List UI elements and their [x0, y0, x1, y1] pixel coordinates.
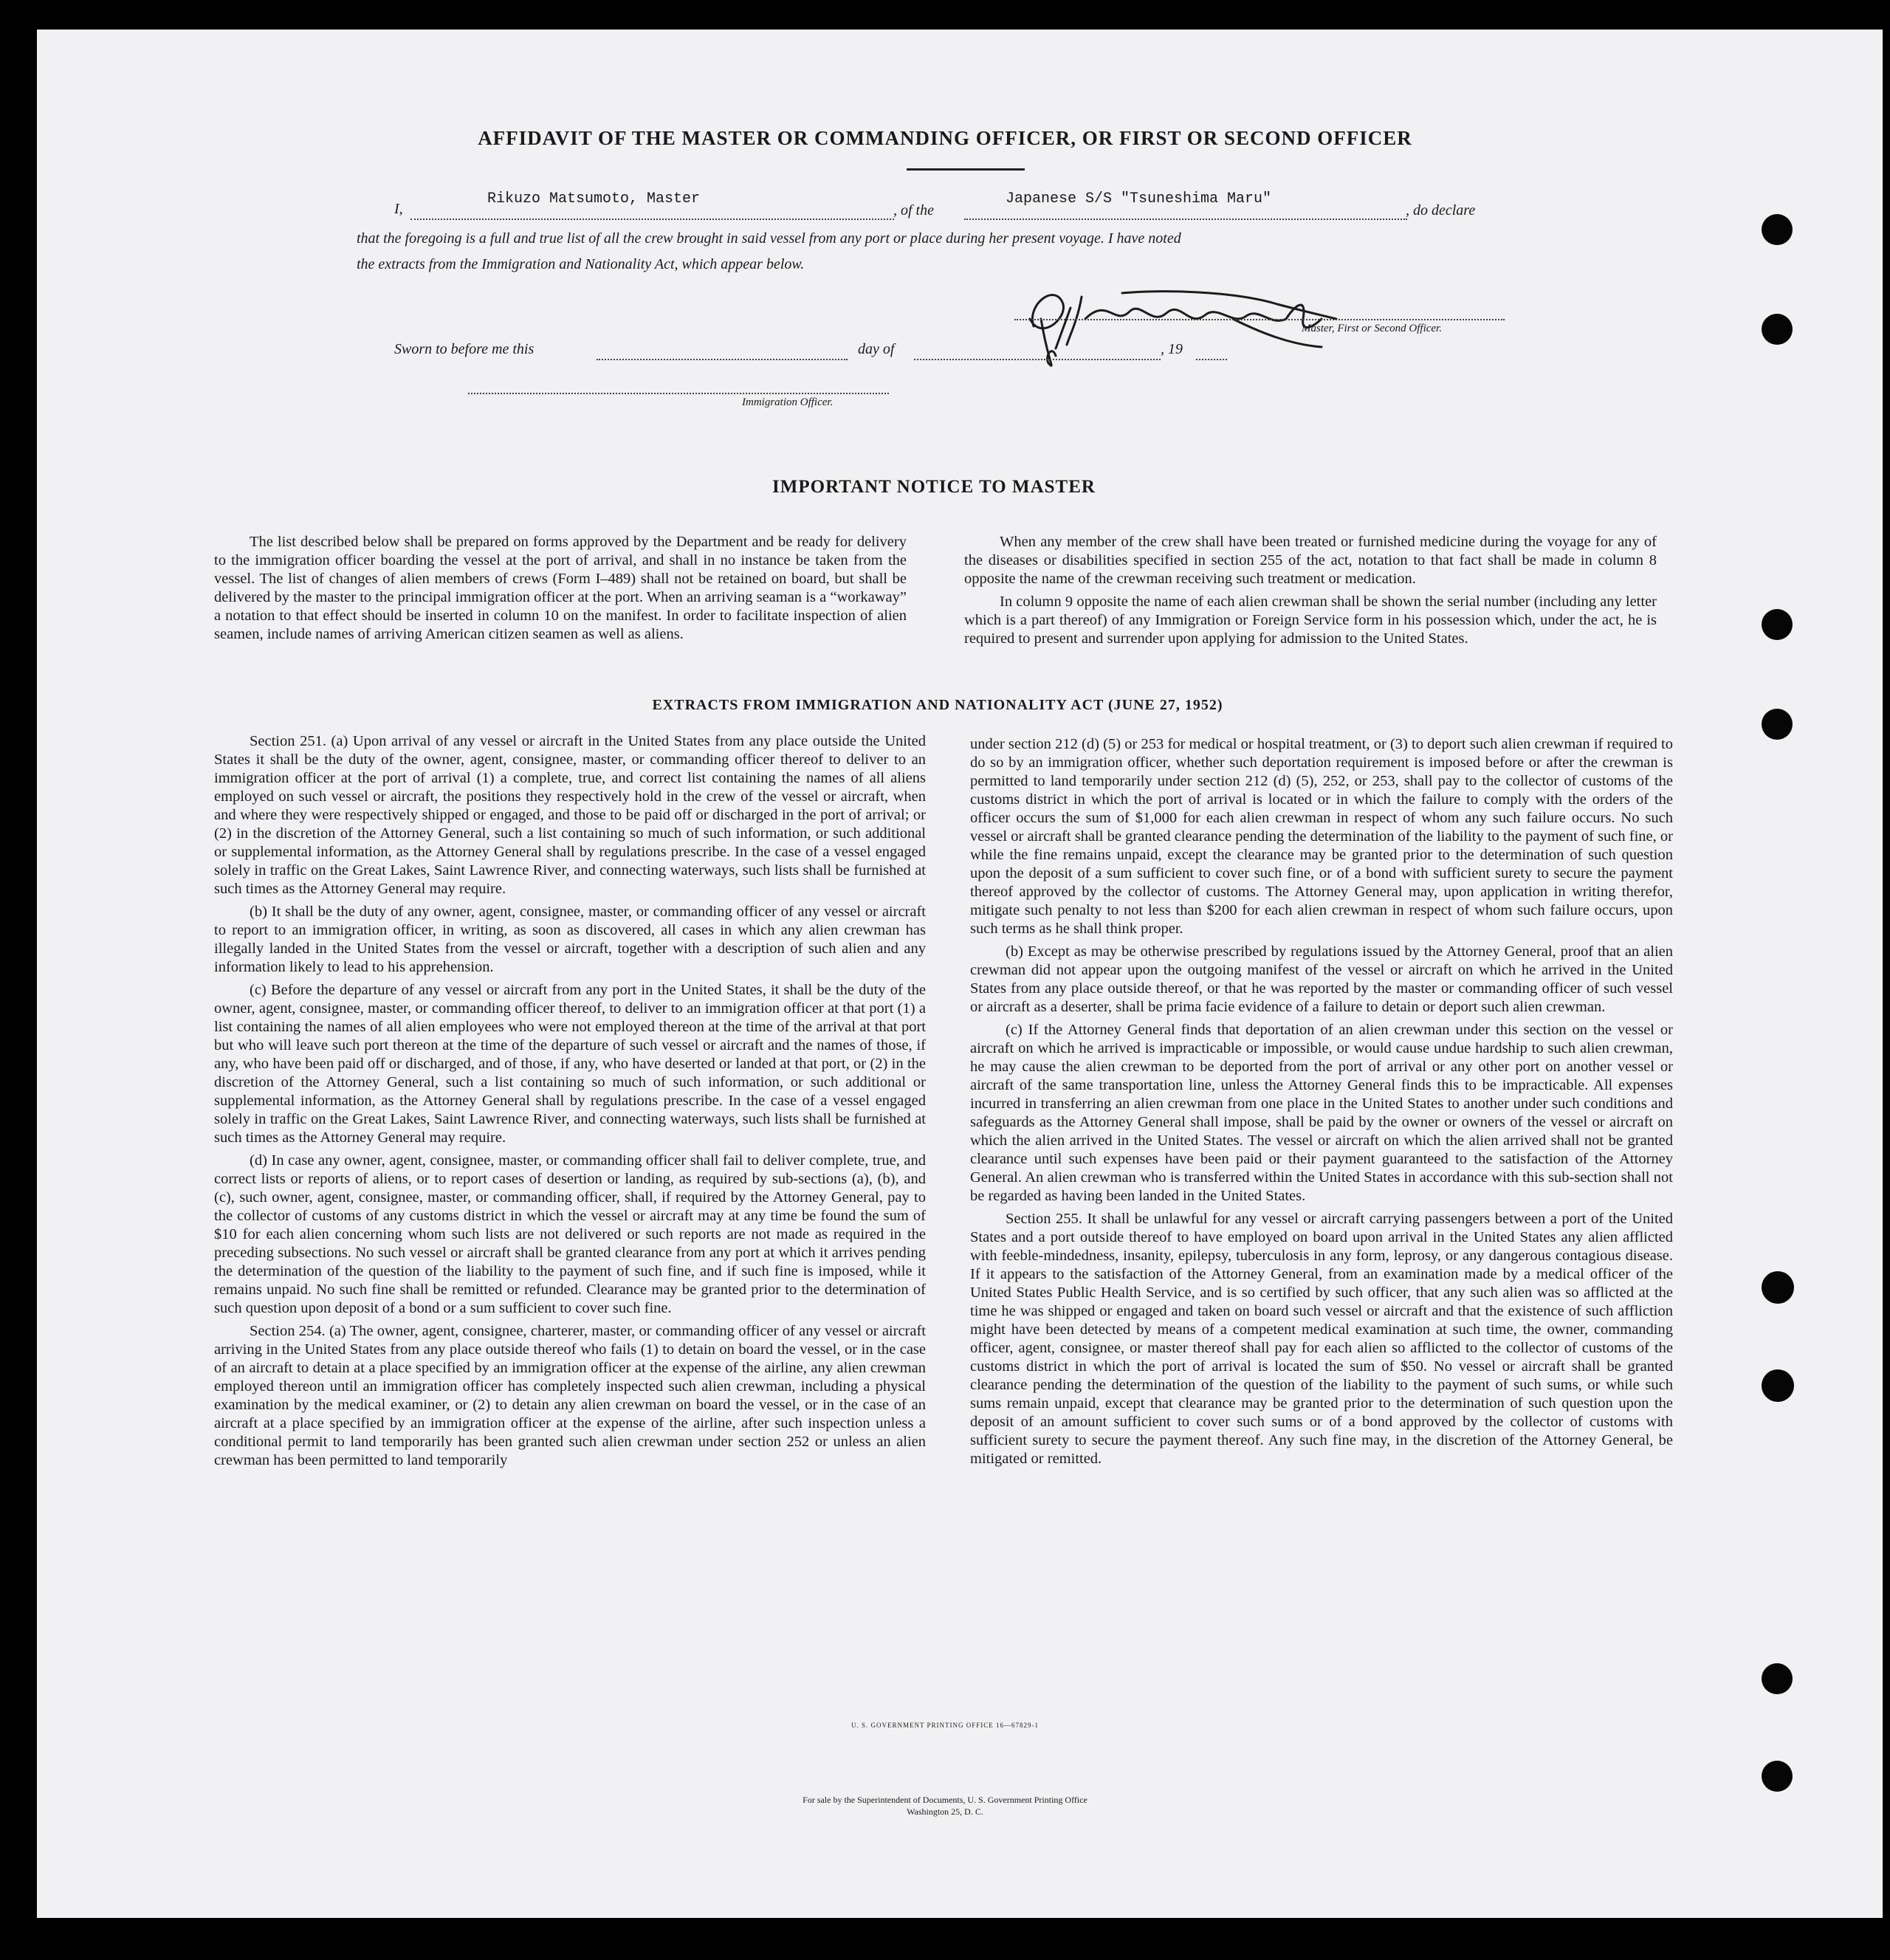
- section-254-a: Section 254. (a) The owner, agent, consignee, charterer, master, or commanding officer of any vessel or aircraft arriving in the United States from any place outside thereof who fails (1) to detain on board the vessel, or in the case of an aircraft to detain at a place specified by an immigration officer at the expense of the airline, any alien crewman employed thereon until an immigration officer has completely inspected such alien crewman, including a physical examination by the medical examiner, or (2) to detain any alien crewman on board the vessel, or in the case of an aircraft at a place specified by an immigration officer at the expense of the airline, after such inspection unless a conditional permit to land temporarily has been granted such alien crewman under section 252 or unless an alien crewman has been permitted to land temporarily: [214, 1323, 926, 1468]
- section-254-b: (b) Except as may be otherwise prescribed by regulations issued by the Attorney General, proof that an alien crewman did not appear upon the outgoing manifest of the vessel or aircraft on which he arrived in the United States from any place outside thereof, or that he was reported by the master or commanding officer of such vessel or aircraft as a deserter, shall be prima facie evidence of a failure to detain or deport such alien crewman.: [970, 943, 1673, 1015]
- of-the-label: , of the: [893, 202, 934, 219]
- name-value: Rikuzo Matsumoto, Master: [487, 190, 701, 207]
- i-label: I,: [394, 201, 403, 217]
- section-254-a-continued: under section 212 (d) (5) or 253 for medical or hospital treatment, or (3) to deport such alien crewman if required to do so by an immigration officer, whether such deportation requirement is imposed before or after the crewman is permitted to land temporarily under section 212 (d) (5), 252, or 253, shall pay to the collector of customs of the customs district in which the port of arrival is located or in which the failure to comply with the orders of the officer occurs the sum of $1,000 for each alien crewman in respect of whom any such failure occurs. No such vessel or aircraft shall be granted clearance pending the determination of the liability to the payment of such fine, or while the fine remains unpaid, except the clearance may be granted prior to the determination of such question upon the deposit of a sum sufficient to cover such fine, or of a bond with sufficient surety to secure the payment thereof approved by the collector of customs. The Attorney General may, upon application in writing therefor, mitigate such penalty to not less than $200 for each alien crewman in respect of whom such failure occurs, upon such terms as he shall think proper.: [970, 736, 1673, 937]
- punch-hole: [1762, 214, 1793, 245]
- immigration-officer-line: [468, 393, 889, 394]
- notice-left-column: [214, 533, 907, 644]
- signature-line: [1014, 319, 1505, 320]
- affidavit-title: AFFIDAVIT OF THE MASTER OR COMMANDING OFFICER, OR FIRST OR SECOND OFFICER: [478, 127, 1412, 149]
- do-declare-label: , do declare: [1406, 202, 1476, 219]
- declaration-statement-line1: that the foregoing is a full and true list of all the crew brought in said vessel from any port or place during her present voyage. I have noted: [357, 230, 1181, 247]
- punch-hole: [1762, 609, 1793, 640]
- notice-right-paragraph-1: When any member of the crew shall have been treated or furnished medicine during the voyage for any of the diseases or disabilities specified in section 255 of the act, notation to that fact shall be made in column 8 opposite the name of the crewman receiving such treatment or medication.: [964, 534, 1657, 587]
- section-251-c: (c) Before the departure of any vessel or aircraft from any port in the United States, it shall be the duty of the owner, agent, consignee, master, or commanding officer thereof, to deliver to an immigration officer at that port (1) a list containing the names of all alien employees who were not employed thereon at the time of the arrival at that port but who will leave such port thereon at the time of the departure of such vessel or aircraft and the names of those, if any, who have been paid off or discharged, and of those, if any, who have deserted or landed at that port, or (2) in the discretion of the Attorney General, such a list containing so much of such information, or such additional or supplemental information, as the Attorney General shall by regulations prescribe. In the case of a vessel engaged solely in traffic on the Great Lakes, Saint Lawrence River, and connecting waterways, such lists shall be furnished at such times as the Attorney General may require.: [214, 982, 926, 1146]
- sworn-label: Sworn to before me this: [394, 341, 535, 357]
- extracts-title: EXTRACTS FROM IMMIGRATION AND NATIONALITY ACT (JUNE 27, 1952): [652, 697, 1223, 713]
- section-251-a: Section 251. (a) Upon arrival of any vessel or aircraft in the United States from any place outside the United States it shall be the duty of the owner, agent, consignee, master, or commanding officer thereof to deliver to an immigration officer at the port of arrival (1) a complete, true, and correct list containing the names of all aliens employed on such vessel or aircraft, the positions they respectively hold in the crew of the vessel or aircraft, when and where they were respectively shipped or engaged, and those to be paid off or discharged in the port of arrival; or (2) in the discretion of the Attorney General, such a list containing so much of such information, or such additional or supplemental information, as the Attorney General shall by regulations prescribe. In the case of a vessel engaged solely in traffic on the Great Lakes, Saint Lawrence River, and connecting waterways, such lists shall be furnished at such times as the Attorney General may require.: [214, 733, 926, 897]
- section-255: Section 255. It shall be unlawful for any vessel or aircraft carrying passengers between a port of the United States and a port outside thereof to have employed on board upon arrival in the United States any alien afflicted with feeble-mindedness, insanity, epilepsy, tuberculosis in any form, leprosy, or any dangerous contagious disease. If it appears to the satisfaction of the Attorney General, from an examination made by a medical officer of the United States Public Health Service, and is so certified by such officer, that any such alien was so afflicted at the time he was shipped or engaged and taken on board such vessel or aircraft and that the existence of such affliction might have been detected by means of a competent medical examination at such time, the owner, commanding officer, agent, consignee, or master thereof shall pay for each alien so afflicted to the collector of customs of the customs district in which the port of arrival is located the sum of $50. No vessel or aircraft shall be granted clearance pending the determination of the question of the liability to the payment of such sums, or while such sums remain unpaid, except that clearance may be granted prior to the determination of such question upon the deposit of an amount sufficient to cover such sums or of a bond approved by the collector of customs with sufficient surety to secure the payment thereof. Any such fine may, in the discretion of the Attorney General, be mitigated or remitted.: [970, 1211, 1673, 1467]
- notice-right-paragraph-2: In column 9 opposite the name of each alien crewman shall be shown the serial number (including any letter which is a part thereof) of any Immigration or Foreign Service form in his possession which, under the act, he is required to present and surrender upon applying for admission to the United States.: [964, 594, 1657, 647]
- section-254-c: (c) If the Attorney General finds that deportation of an alien crewman under this section on the vessel or aircraft on which he arrived is impracticable or impossible, or would cause undue hardship to such alien crewman, he may cause the alien crewman to be deported from the port of arrival or any other port on another vessel or aircraft of the same transportation line, unless the Attorney General finds this to be impracticable. All expenses incurred in transferring an alien crewman from one place in the United States to another under such conditions and safeguards as the Attorney General shall impose, shall be paid by the owner or owners of the vessel or aircraft on which the alien arrived in the United States. The vessel or aircraft on which the alien arrived shall not be granted clearance until such expenses have been paid or their payment guaranteed to the satisfaction of the Attorney General. An alien crewman who is transferred within the United States in accordance with this sub-section shall not be regarded as having been landed in the United States.: [970, 1022, 1673, 1204]
- sale-notice: [0, 1794, 1890, 1818]
- vessel-field-line: [964, 219, 1407, 220]
- sworn-year-line: [1196, 359, 1227, 360]
- punch-hole: [1762, 1761, 1793, 1792]
- punch-hole: [1762, 1369, 1794, 1402]
- punch-hole: [1762, 314, 1793, 345]
- day-of-label: day of: [858, 341, 895, 357]
- signature-caption: Master, First or Second Officer.: [1302, 323, 1442, 334]
- sworn-day-line: [597, 359, 848, 360]
- punch-hole: [1762, 1271, 1794, 1304]
- sale-line-2: Washington 25, D. C.: [907, 1806, 983, 1817]
- notice-left-paragraph: The list described below shall be prepared on forms approved by the Department and be ready for delivery to the immigration officer boarding the vessel at the port of arrival, and shall in no instance be taken from the vessel. The list of changes of alien members of crews (Form I–489) shall not be retained on board, but shall be delivered by the master to the principal immigration officer at the port. When an arriving seaman is a “workaway” a notation to that effect should be inserted in column 10 on the manifest. In order to facilitate inspection of alien seamen, include names of arriving American citizen seamen as well as aliens.: [214, 534, 907, 642]
- sale-line-1: For sale by the Superintendent of Documents, U. S. Government Printing Office: [803, 1795, 1087, 1805]
- declaration-statement-line2: the extracts from the Immigration and Nationality Act, which appear below.: [357, 256, 805, 272]
- vessel-value: Japanese S/S "Tsuneshima Maru": [1006, 190, 1272, 207]
- extracts-right-column: [970, 735, 1673, 1468]
- year-label: , 19: [1161, 341, 1183, 357]
- name-field-line: [410, 219, 894, 220]
- notice-title: IMPORTANT NOTICE TO MASTER: [772, 477, 1096, 497]
- title-rule: [907, 168, 1025, 171]
- section-251-d: (d) In case any owner, agent, consignee, master, or commanding officer shall fail to deliver complete, true, and correct lists or reports of aliens, or to report cases of desertion or landing, as required by sub-sections (a), (b), and (c), such owner, agent, consignee, master, or commanding officer, shall, if required by the Attorney General, pay to the collector of customs of any customs district in which the vessel or aircraft may at any time be found the sum of $10 for each alien concerning whom such lists are not delivered or such reports are not made as required in the preceding subsections. No such vessel or aircraft shall be granted clearance from any port at which it arrives pending the determination of the question of the liability to the payment of such fine, and if such fine is imposed, while it remains unpaid. No such fine shall be remitted or refunded. Clearance may be granted prior to the determination of such question upon deposit of a bond or a sum sufficient to cover such fine.: [214, 1152, 926, 1316]
- section-251-b: (b) It shall be the duty of any owner, agent, consignee, master, or commanding officer of any vessel or aircraft to report to an immigration officer, in writing, as soon as discovered, all cases in which any alien crewman has illegally landed in the United States from the vessel or aircraft, together with a description of such alien and any information likely to lead to his apprehension.: [214, 904, 926, 975]
- punch-hole: [1762, 709, 1793, 740]
- immigration-officer-caption: Immigration Officer.: [742, 396, 834, 408]
- sworn-month-line: [914, 359, 1161, 360]
- extracts-left-column: [214, 732, 926, 1470]
- printing-office-line: U. S. GOVERNMENT PRINTING OFFICE 16—67829-1: [850, 1722, 1040, 1729]
- notice-right-column: [964, 533, 1657, 648]
- punch-hole: [1762, 1663, 1793, 1694]
